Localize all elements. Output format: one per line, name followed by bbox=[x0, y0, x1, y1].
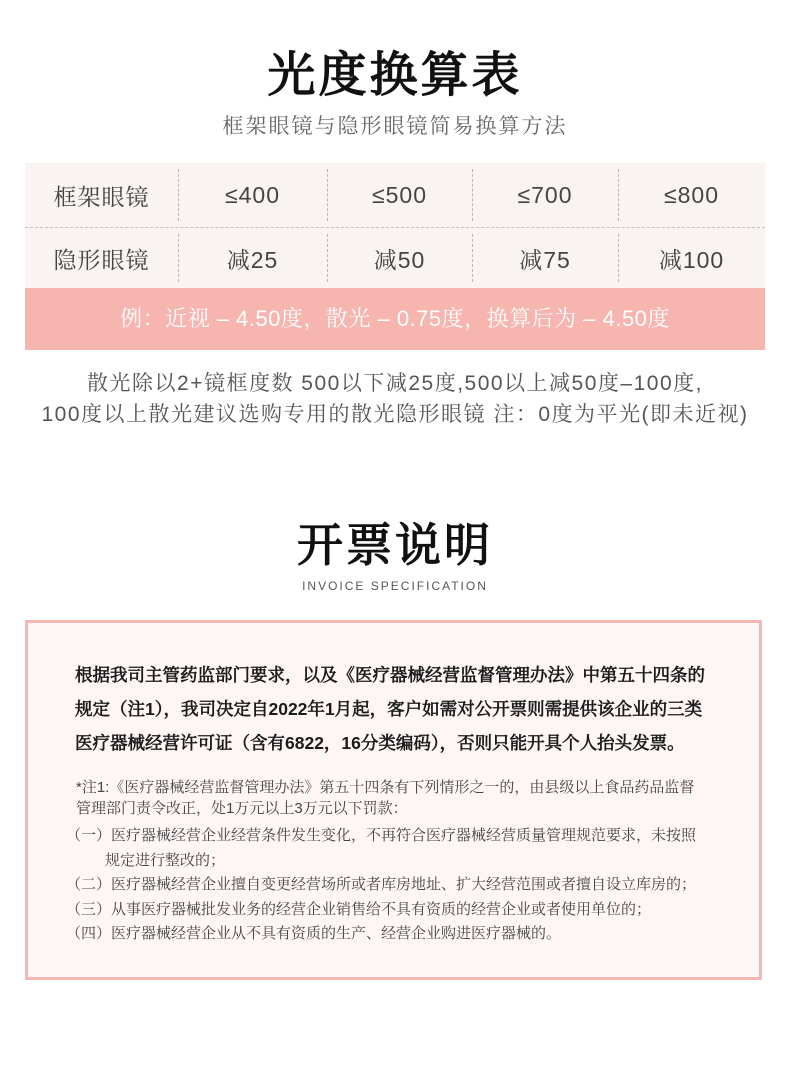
example-banner: 例：近视 – 4.50度，散光 – 0.75度，换算后为 – 4.50度 bbox=[25, 288, 765, 350]
item-marker: （四） bbox=[66, 925, 112, 942]
penalty-items-list bbox=[66, 824, 696, 947]
invoice-notice-box bbox=[25, 620, 762, 980]
item-marker: （三） bbox=[66, 900, 112, 918]
table-row-frame-glasses bbox=[25, 163, 765, 228]
invoice-paragraph bbox=[75, 658, 705, 760]
note-line: 100度以上散光建议选购专用的散光隐形眼镜 注：0度为平光(即未近视) bbox=[41, 403, 749, 426]
list-item-continuation bbox=[66, 849, 696, 874]
paragraph-line: 医疗器械经营许可证（含有6822，16分类编码），否则只能开具个人抬头发票。 bbox=[75, 733, 685, 753]
table-cell: ≤800 bbox=[618, 163, 765, 227]
list-item bbox=[66, 922, 696, 947]
table-cell: 减100 bbox=[618, 228, 765, 288]
invoice-subtitle-en: INVOICE SPECIFICATION bbox=[302, 579, 488, 593]
item-text: 从事医疗器械批发业务的经营企业销售给不具有资质的经营企业或者使用单位的； bbox=[111, 900, 652, 918]
item-text: 医疗器械经营企业从不具有资质的生产、经营企业购进医疗器械的。 bbox=[111, 925, 562, 942]
footnote bbox=[76, 777, 694, 819]
item-marker: （一） bbox=[66, 827, 112, 844]
conversion-title: 光度换算表 bbox=[267, 49, 523, 102]
item-marker: （二） bbox=[66, 876, 112, 893]
conversion-subtitle: 框架眼镜与隐形眼镜简易换算方法 bbox=[222, 115, 568, 138]
list-item bbox=[66, 824, 696, 849]
table-cell: ≤400 bbox=[178, 163, 327, 227]
footnote-line: 管理部门责令改正，处1万元以上3万元以下罚款： bbox=[76, 800, 408, 817]
conversion-table bbox=[25, 163, 765, 288]
note-line: 散光除以2+镜框度数 500以下减25度,500以上减50度–100度, bbox=[87, 372, 703, 395]
row-label: 框架眼镜 bbox=[53, 183, 150, 210]
table-cell: 减75 bbox=[472, 228, 618, 288]
item-text: 医疗器械经营企业经营条件发生变化，不再符合医疗器械经营质量管理规范要求，未按照 bbox=[111, 827, 697, 844]
list-item bbox=[66, 873, 696, 898]
table-cell: 减25 bbox=[178, 228, 327, 288]
conversion-notes bbox=[0, 368, 790, 430]
row-label: 隐形眼镜 bbox=[53, 246, 150, 273]
item-text: 规定进行整改的； bbox=[105, 851, 226, 869]
paragraph-line: 根据我司主管药监部门要求，以及《医疗器械经营监督管理办法》中第五十四条的 bbox=[75, 665, 705, 685]
footnote-line: *注1:《医疗器械经营监督管理办法》第五十四条有下列情形之一的，由县级以上食品药品监督 bbox=[76, 779, 695, 796]
list-item bbox=[66, 898, 696, 923]
invoice-title: 开票说明 bbox=[297, 519, 493, 571]
table-cell: 减50 bbox=[327, 228, 472, 288]
table-row-contact-lenses bbox=[25, 228, 765, 288]
table-cell: ≤700 bbox=[472, 163, 618, 227]
paragraph-line: 规定（注1），我司决定自2022年1月起，客户如需对公开票则需提供该企业的三类 bbox=[75, 699, 703, 719]
table-cell: ≤500 bbox=[327, 163, 472, 227]
item-text: 医疗器械经营企业擅自变更经营场所或者库房地址、扩大经营范围或者擅自设立库房的； bbox=[111, 876, 697, 893]
